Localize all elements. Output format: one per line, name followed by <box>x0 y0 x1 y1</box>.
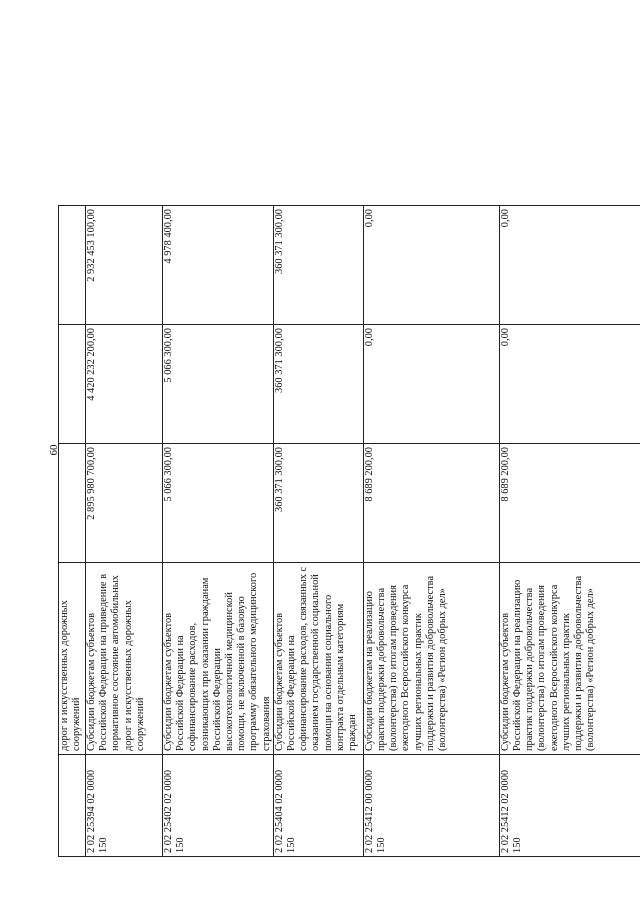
budget-code-cell: 2 02 25404 02 0000 150 <box>273 755 363 857</box>
amount-cell-3: 4 978 400,00 <box>163 206 274 325</box>
table-row <box>273 206 363 857</box>
amount-cell-3 <box>59 206 86 325</box>
budget-name-text: дорог и искусственных дорожных сооружений <box>59 600 83 751</box>
table-row <box>86 206 163 857</box>
budget-table <box>58 205 640 857</box>
table-row <box>363 206 499 857</box>
amount-cell-2: 0,00 <box>499 325 640 444</box>
budget-code-cell: 2 02 25412 00 0000 150 <box>363 755 499 857</box>
budget-name-text: Субсидии бюджетам субъектов Российской Федерации на реализацию практик поддержки добровольчества (волонтерства) по итогам проведения ежегодного Всероссийского конкурса лучших региональных практик поддержки и развития добровольчества (волонтерства) «Регион добрых дел» <box>499 575 597 751</box>
budget-name-cell <box>499 563 640 755</box>
amount-cell-3: 0,00 <box>499 206 640 325</box>
amount-cell-2: 5 066 300,00 <box>163 325 274 444</box>
amount-cell-1: 8 689 200,00 <box>499 444 640 563</box>
amount-cell-3: 360 371 300,00 <box>273 206 363 325</box>
amount-cell-3: 2 932 453 100,00 <box>86 206 163 325</box>
page-number: 60 <box>48 444 60 456</box>
amount-cell-1: 8 689 200,00 <box>363 444 499 563</box>
budget-name-text: Субсидии бюджетам на реализацию практик поддержки добровольчества (волонтерства) по итогам проведения ежегодного Всероссийского конкурса лучших региональных практик поддержки и развития добровольчества (волонтерства) «Регион добрых дел» <box>363 575 449 751</box>
table-row <box>499 206 640 857</box>
budget-code-cell: 2 02 25402 02 0000 150 <box>163 755 274 857</box>
amount-cell-2: 4 420 232 200,00 <box>86 325 163 444</box>
amount-cell-1: 2 895 980 700,00 <box>86 444 163 563</box>
amount-cell-1 <box>59 444 86 563</box>
budget-name-cell <box>273 563 363 755</box>
budget-name-text: Субсидии бюджетам субъектов Российской Федерации на софинансирование расходов, связанных с оказанием государственной социальной помощи на основании социального контракта отдельным категориям граждан <box>273 566 359 751</box>
amount-cell-2: 360 371 300,00 <box>273 325 363 444</box>
amount-cell-1: 5 066 300,00 <box>163 444 274 563</box>
table-row <box>59 206 86 857</box>
amount-cell-2 <box>59 325 86 444</box>
amount-cell-2: 0,00 <box>363 325 499 444</box>
budget-name-cell <box>86 563 163 755</box>
budget-name-cell <box>363 563 499 755</box>
budget-code-cell: 2 02 25394 02 0000 150 <box>86 755 163 857</box>
amount-cell-1: 360 371 300,00 <box>273 444 363 563</box>
budget-code-cell: 2 02 25412 02 0000 150 <box>499 755 640 857</box>
budget-code-cell <box>59 755 86 857</box>
budget-name-cell <box>163 563 274 755</box>
budget-name-text: Субсидии бюджетам субъектов Российской Федерации на софинансирование расходов, возникающих при оказании гражданам Российской Федерации высокотехнологичной медицинской помощи, не включенной в базовую программу обязательного медицинского страхования <box>163 572 272 751</box>
budget-name-text: Субсидии бюджетам субъектов Российской Федерации на приведение в нормативное состояние автомобильных дорог и искусственных дорожных сооружений <box>86 573 146 751</box>
table-row <box>163 206 274 857</box>
amount-cell-3: 0,00 <box>363 206 499 325</box>
budget-name-cell <box>59 563 86 755</box>
